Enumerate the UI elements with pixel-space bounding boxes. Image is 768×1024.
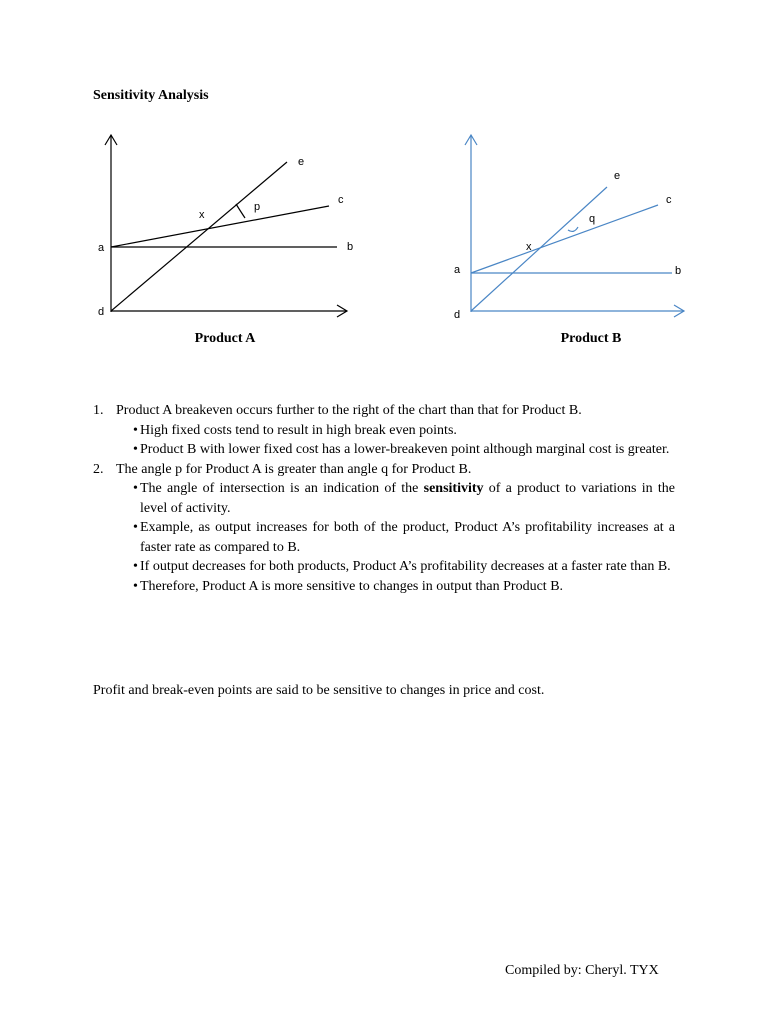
product-a-label-d: d [98,306,105,318]
summary-paragraph: Profit and break-even points are said to be sensitive to changes in price and cost. [93,683,545,698]
list-item-text: Product A breakeven occurs further to the right of the chart than that for Product B. [116,403,582,418]
diagrams [0,0,768,360]
bullet-text: High fixed costs tend to result in high break even points. [140,422,457,438]
product-a-label-b: b [347,241,354,253]
numbered-list [93,401,675,596]
product-b-label-d: d [454,309,461,321]
bullet-text-pre: The angle of intersection is an indication of the [140,481,424,496]
bullet-item [93,577,675,597]
product-b-label-q: q [589,213,596,225]
product-b-angle-arc [568,227,578,231]
product-a-labels [98,156,353,318]
footer-credit: Compiled by: Cheryl. TYX [505,963,659,978]
product-b-label-e: e [614,170,621,182]
product-a-caption: Product A [194,331,256,346]
bullet-text-bold: sensitivity [423,481,484,496]
bullet-item [93,518,675,557]
list-item-1 [93,401,675,421]
product-b-label-c: c [666,194,672,206]
list-number-1: 1. [93,403,104,418]
bullet-item [93,557,675,577]
bullet-item [93,440,675,460]
product-a-label-c: c [338,194,344,206]
bullet-text-post: of a product to variations in the level of activity. [140,481,676,516]
page-title: Sensitivity Analysis [93,88,209,103]
product-b-line-ac [471,205,658,273]
bullet-text: Therefore, Product A is more sensitive to changes in output than Product B. [140,578,564,594]
list-item-2 [93,460,675,480]
product-b-label-b: b [675,265,682,277]
list-number-2: 2. [93,461,104,477]
product-a-line-de [111,162,287,311]
product-b-caption: Product B [560,331,622,346]
bullet-text: If output decreases for both products, Product A’s profitability decreases at a faster rate than B. [140,559,671,574]
product-a-label-x: x [199,209,205,221]
bullet-text: Example, as output increases for both of the product, Product A’s profitability increases at a faster rate as compared to B. [140,520,675,555]
product-a-angle-arc [236,204,245,218]
product-b-label-a: a [454,264,461,276]
product-a-label-p: p [254,201,261,213]
product-b-line-de [471,187,607,311]
list-item-text: The angle p for Product A is greater than angle q for Product B. [116,461,472,477]
product-a-label-a: a [98,242,105,254]
product-a-label-e: e [298,156,305,168]
product-b-labels [454,170,681,321]
product-a-diagram [105,135,347,317]
product-a-line-ac [111,206,329,247]
product-b-diagram [465,135,684,317]
bullet-text: Product B with lower fixed cost has a lower-breakeven point although marginal cost is greater. [140,442,670,457]
bullet-item [93,421,675,441]
bullet-item [93,479,675,518]
product-b-label-x: x [526,241,532,253]
